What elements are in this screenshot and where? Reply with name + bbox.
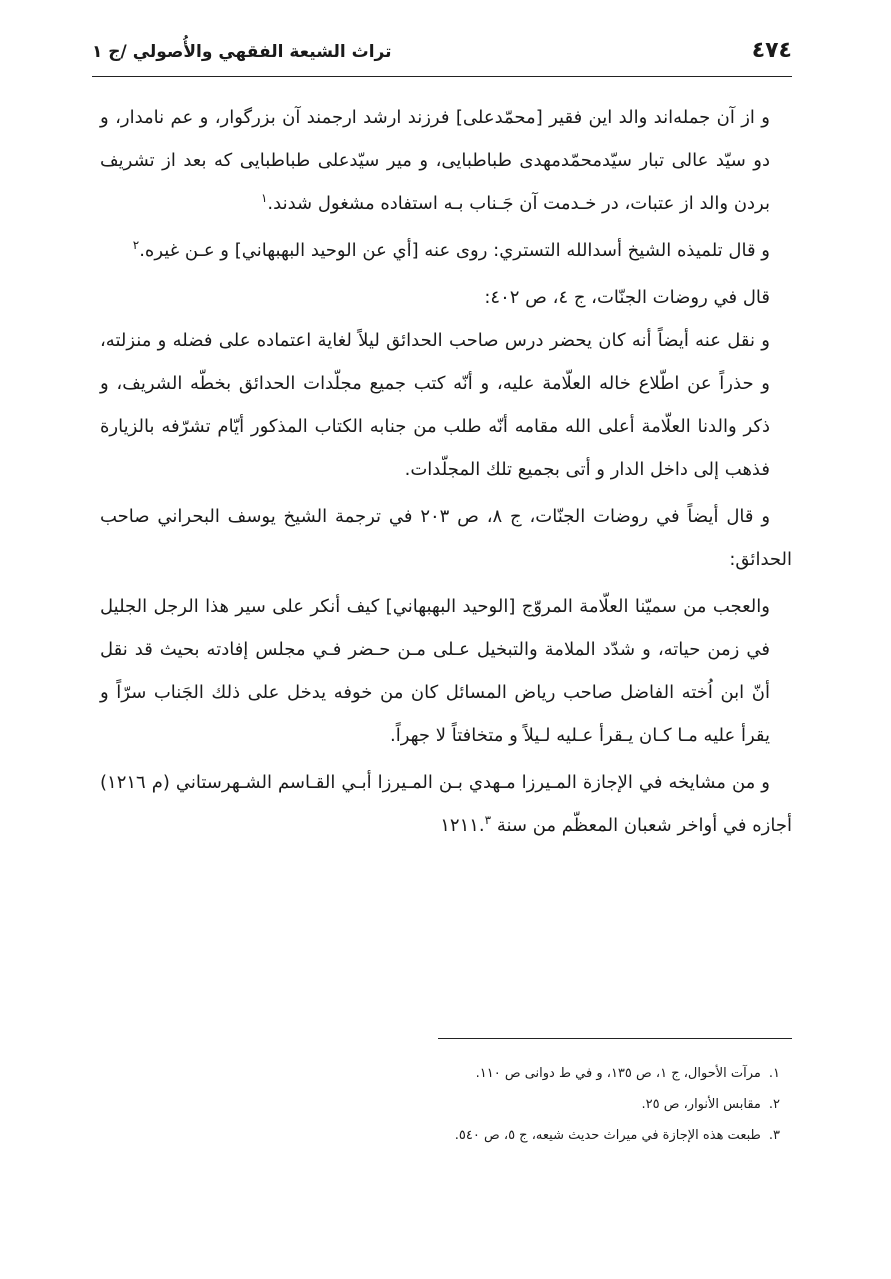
page-number: ٤٧٤ [751,38,792,63]
footnote-number: ٢. [768,1097,780,1112]
footnote-1 [100,1058,792,1089]
quote-1-paragraph: و نقل عنه أيضاً أنه كان يحضر درس صاحب الحدائق ليلاً لغاية اعتماده على فضله و منزلته، و حذراً عن اطّلاع خاله العلّامة عليه، و أنّه كتب جميع مجلّدات الحدائق بخطّه الشريف، و ذكر والدنا العلّامة أعلى الله مقامه أنّه طلب من جنابه الكتاب المذكور أيّام تشرّفه بالزيارة فذهب إلى داخل الدار و أتى بجميع تلك المجلّدات. [100,330,770,480]
mashayikh-paragraph [100,761,792,847]
mashayikh-text: و من مشايخه في الإجازة المـيرزا مـهدي بـن المـيرزا أبـي القـاسم الشـهرستاني (م ١٢١٦) أجازه في أواخر شعبان المعظّم من سنة ١٢١١. [100,772,792,836]
running-title: تراث الشيعة الفقهي والأُصولي /ج ١ [92,42,392,62]
persian-quote-paragraph [100,96,792,225]
footnote-2 [100,1089,792,1120]
tustari-paragraph [100,229,792,272]
footnote-ref-2[interactable]: ٢ [132,238,140,252]
footnote-3 [100,1120,792,1151]
footnote-number: ٣. [768,1128,780,1143]
footnotes [100,1058,792,1151]
footnote-text: مرآت الأحوال، ج ١، ص ١٣٥، و في ط دوانی ص ١١٠. [475,1066,761,1081]
rawdat-intro-2: و قال أيضاً في روضات الجنّات، ج ٨، ص ٢٠٣ في ترجمة الشيخ يوسف البحراني صاحب الحدائق: [100,506,792,570]
footnote-ref-1[interactable]: ١ [260,191,268,205]
footnote-ref-3[interactable]: ٣ [484,813,492,827]
page-header [92,34,792,74]
footnote-text: طبعت هذه الإجازة في ميراث حديث شيعه، ج ٥، ص ٥٤٠. [454,1128,761,1143]
footnote-text: مقابس الأنوار، ص ٢٥. [641,1097,761,1112]
rawdat-intro-1: قال في روضات الجنّات، ج ٤، ص ٤٠٢: [484,287,770,308]
body-text [100,96,792,847]
footnote-number: ١. [768,1066,780,1081]
header-rule [92,76,792,77]
footnote-rule [438,1038,792,1039]
tustari-text: و قال تلميذه الشيخ أسدالله التستري: روى عنه [أي عن الوحيد البهبهاني] و عـن غيره. [139,240,770,261]
persian-quote-text: و از آن جمله‌اند والد این فقیر [محمّدعلی] فرزند ارشد ارجمند آن بزرگوار، و عم نامدار، و دو سیّد عالی تبار سیّدمحمّدمهدی طباطبایی، و میر سیّدعلی طباطبایی که بعد از تشریف بردن والد از عتبات، در خـدمت آن جَـناب بـه استفاده مشغول شدند. [100,107,770,214]
quote-2-paragraph: والعجب من سميّنا العلّامة المروّج [الوحيد البهبهاني] كيف أنكر على سير هذا الرجل الجليل في زمن حياته، و شدّد الملامة والتبخيل عـلى مـن حـضر فـي مجلس إفادته بحيث قد نقل أنّ ابن اُخته الفاضل صاحب رياض المسائل كان من خوفه يدخل على ذلك الجَناب سرّاً و يقرأ عليه مـا كـان يـقرأ عـليه لـيلاً و متخافتاً لا جهراً. [100,596,770,746]
